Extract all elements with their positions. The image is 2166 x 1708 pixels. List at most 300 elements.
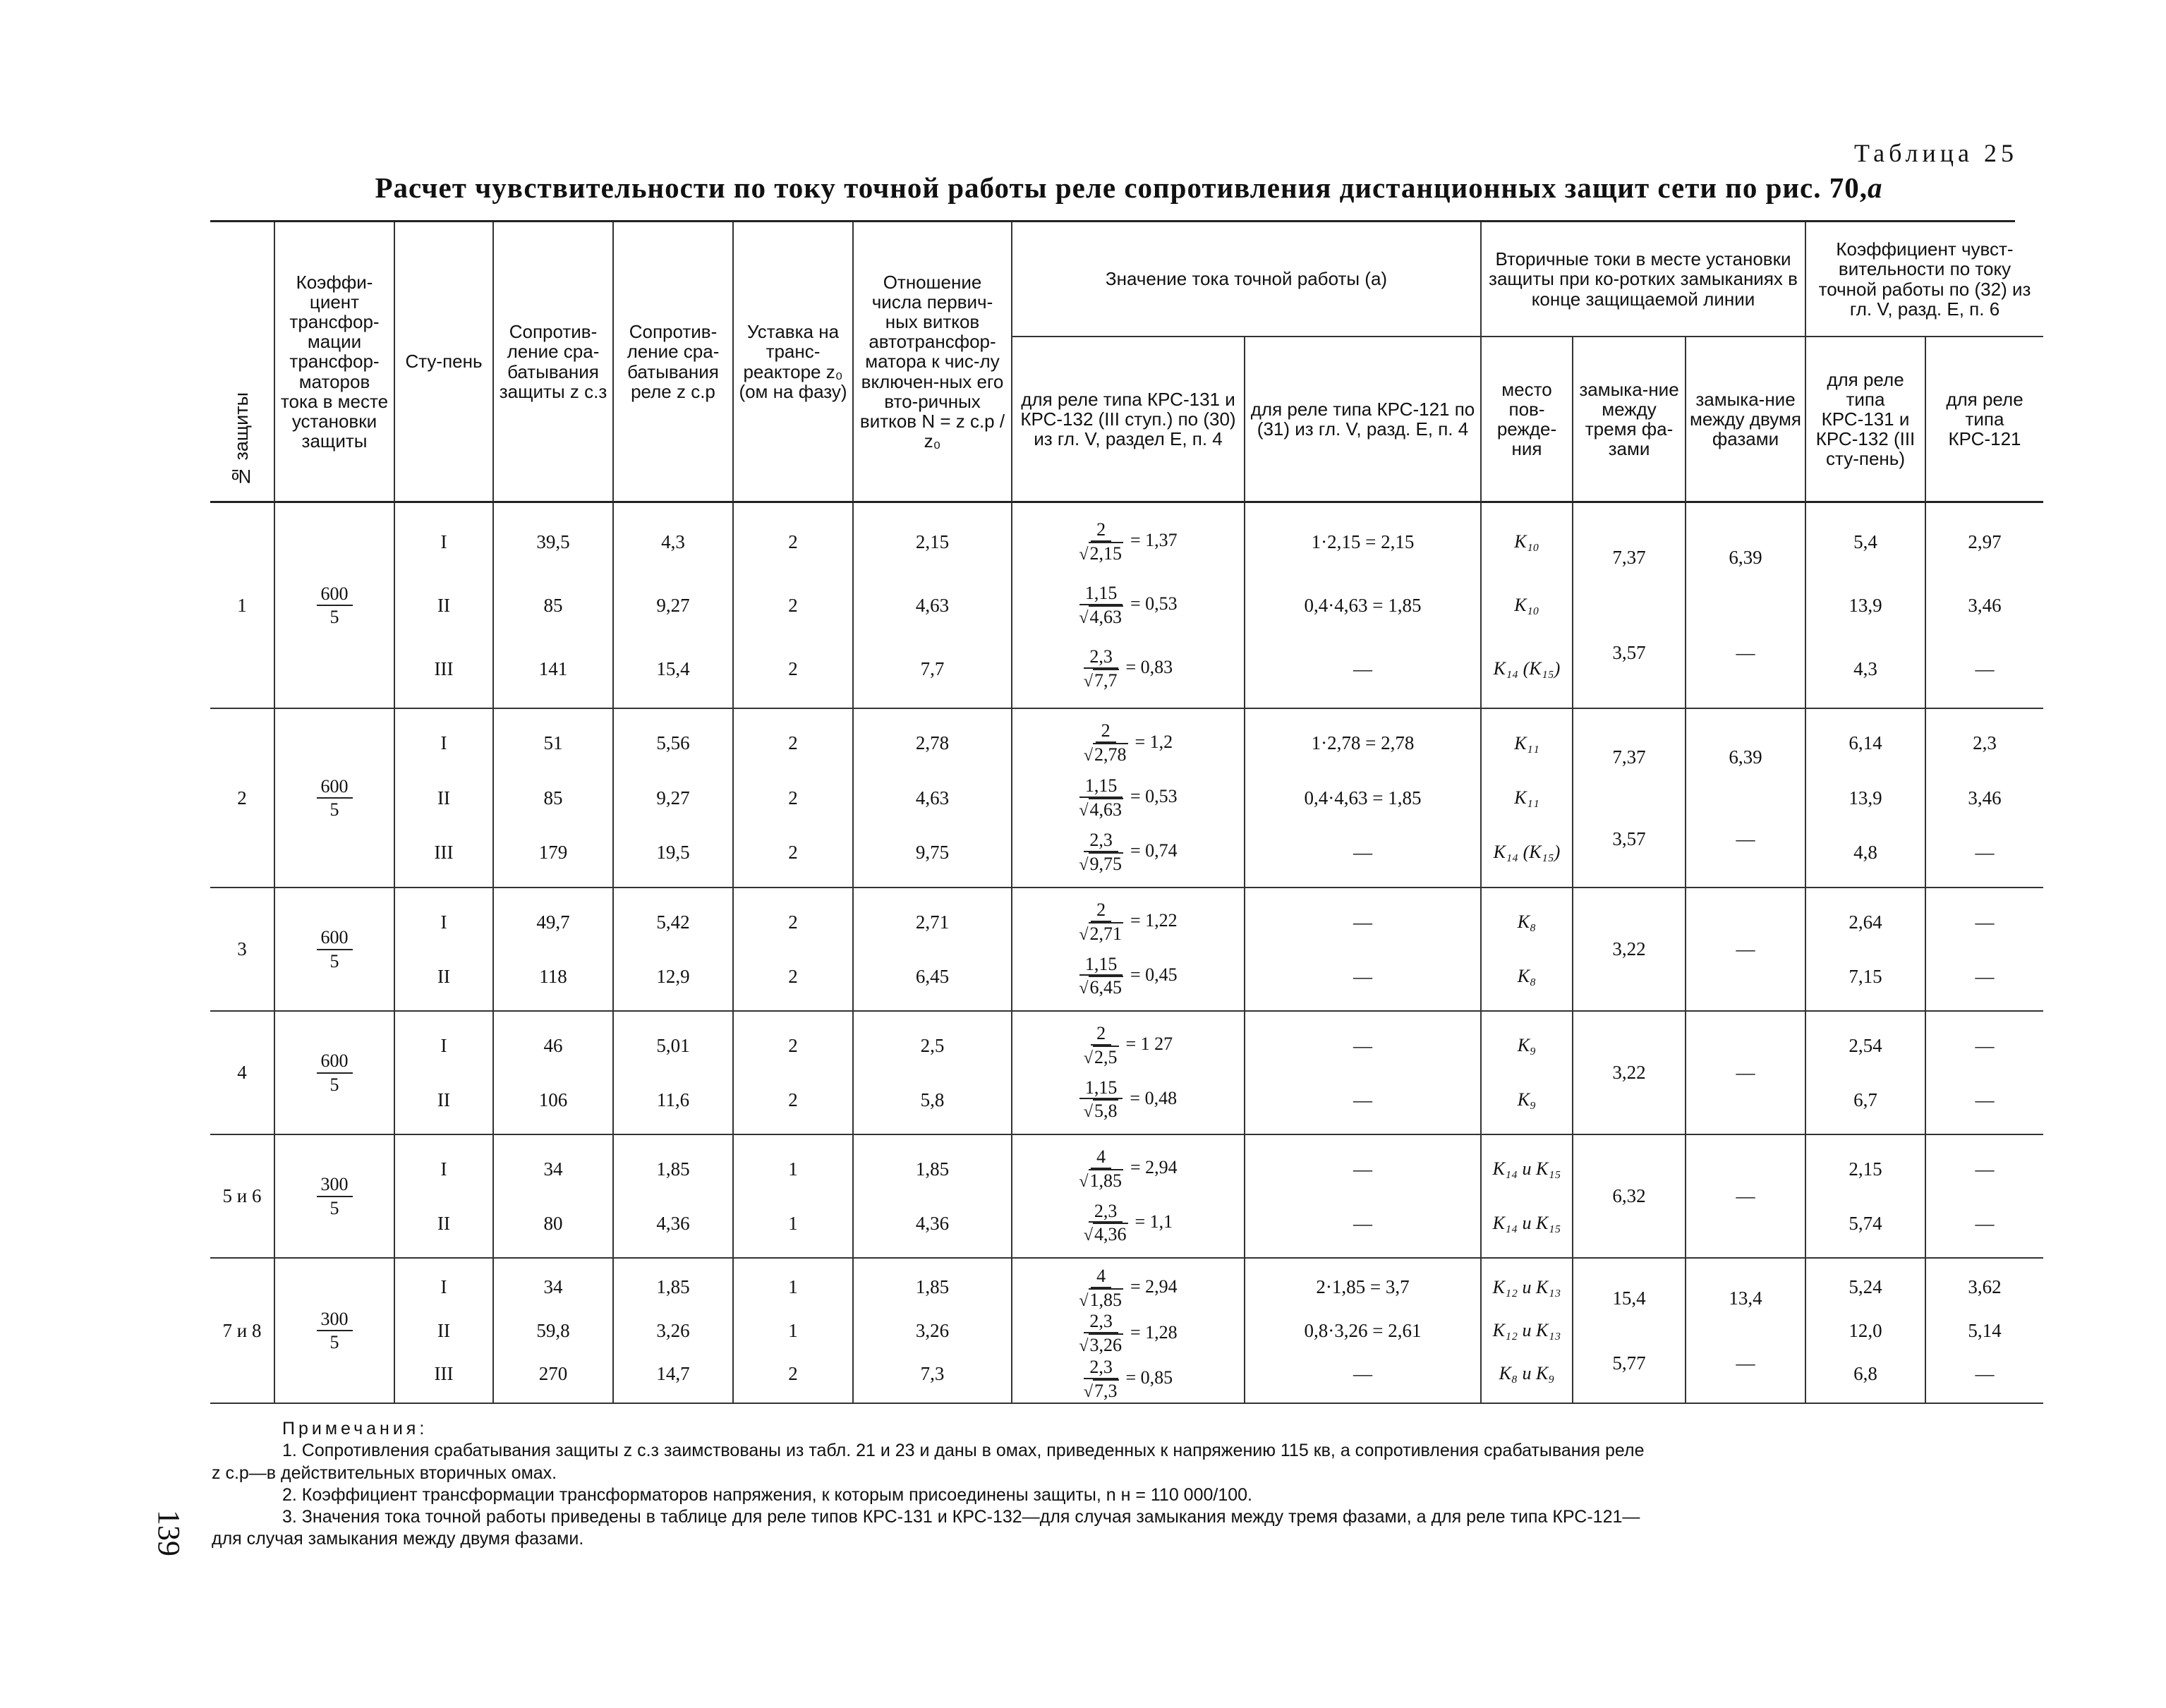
step-cell (395, 709, 494, 888)
ct-ratio (317, 1050, 353, 1095)
sqrt-sign: √ (1079, 855, 1089, 874)
step-value: II (437, 594, 450, 616)
itr-krs131-cell (1012, 503, 1245, 709)
kch121-cell (1926, 1012, 2043, 1135)
zsr-cell (614, 1012, 734, 1135)
zsr-value: 15,4 (656, 658, 690, 679)
sqrt-radicand: 7,3 (1094, 1380, 1118, 1401)
notes-heading: Примечания: (282, 1419, 428, 1439)
step-cell (395, 503, 494, 709)
zsr-value: 5,56 (656, 732, 690, 754)
zsz-cell (494, 709, 614, 888)
itr-krs131-cell (1012, 1135, 1245, 1259)
z0-value: 2 (788, 1363, 798, 1385)
itr-formula-fraction (1079, 1077, 1123, 1122)
step-value: II (437, 1212, 450, 1234)
itr-formula (1012, 583, 1244, 628)
ct-ratio-den: 5 (329, 1074, 339, 1095)
three-phase-cell (1573, 503, 1686, 709)
itr-krs121-cell (1245, 503, 1482, 709)
itr-formula (1012, 954, 1244, 999)
two-phase-cell (1686, 1259, 1806, 1404)
itr-formula-denominator (1079, 1169, 1123, 1192)
kch121-value: 3,46 (1968, 787, 2002, 808)
itr-formula-fraction (1084, 646, 1119, 691)
kch121-value: — (1975, 658, 1995, 679)
zsz-value: 141 (538, 658, 568, 679)
step-value: I (440, 1158, 447, 1180)
zsz-cell (494, 1259, 614, 1404)
kch131-cell (1806, 888, 1926, 1012)
protection-number: 3 (210, 888, 275, 1012)
itr-formula-numerator: 1,15 (1079, 775, 1123, 798)
itr-formula-numerator: 1,15 (1079, 583, 1123, 605)
header-kch121: для реле типа КРС-121 (1926, 337, 2043, 503)
sqrt-sign: √ (1079, 801, 1089, 820)
ratio-value: 9,75 (915, 842, 950, 864)
place-value: K₈ и K₉ (1499, 1363, 1555, 1384)
zsr-value: 14,7 (656, 1363, 690, 1385)
itr-formula-result: = 0,83 (1125, 656, 1173, 677)
header-ct: Коэффи-циент трансфор-мации трансфор-маторов тока в месте установки защиты (275, 222, 395, 503)
itr-krs131-cell (1012, 1012, 1245, 1135)
step-value: III (434, 1363, 454, 1385)
header-itr-krs121: для реле типа КРС-121 по (31) из гл. V, разд. Е, п. 4 (1245, 337, 1482, 503)
place-value: K₁₂ и K₁₃ (1492, 1276, 1561, 1297)
kch131-value: 6,7 (1853, 1089, 1877, 1110)
itr-formula-result: = 0,48 (1130, 1087, 1178, 1108)
itr-formula-fraction (1079, 1146, 1123, 1192)
sqrt-radicand: 2,71 (1089, 923, 1122, 944)
header-three-phase: замыка-ние между тремя фа-зами (1573, 337, 1686, 503)
kch131-value: 12,0 (1849, 1319, 1882, 1341)
itr-formula (1012, 830, 1244, 875)
kch131-value: 4,8 (1853, 842, 1877, 864)
kch121-value: — (1975, 1158, 1995, 1180)
itr-formula-numerator: 4 (1091, 1146, 1111, 1169)
sqrt-radicand: 1,85 (1089, 1289, 1122, 1310)
step-value: II (437, 1089, 450, 1110)
sqrt-radicand: 3,26 (1089, 1335, 1122, 1356)
zsr-value: 4,36 (656, 1212, 690, 1234)
itr-krs121-value: — (1353, 1089, 1372, 1110)
itr-krs121-cell (1245, 1012, 1482, 1135)
ratio-value: 6,45 (915, 965, 950, 987)
itr-formula (1012, 1357, 1244, 1402)
three-phase-cell (1573, 1012, 1686, 1135)
ct-ratio-num: 300 (317, 1308, 353, 1331)
ct-ratio-cell (275, 1259, 395, 1404)
kch131-value: 13,9 (1849, 594, 1882, 616)
two-phase-value: — (1736, 1352, 1755, 1374)
itr-formula-denominator (1084, 1379, 1119, 1403)
itr-formula-denominator (1079, 1288, 1123, 1312)
three-phase-cell (1573, 709, 1686, 888)
zsz-value: 46 (543, 1035, 563, 1057)
itr-formula (1012, 900, 1244, 945)
itr-formula-numerator: 2,3 (1084, 646, 1118, 669)
itr-krs121-value: — (1353, 658, 1372, 679)
note-1: 1. Сопротивления срабатывания защиты z с.з заимствованы из табл. 21 и 23 и даны в омах, приведенных к напряжению 115 кв, а сопротивления срабатывания реле (282, 1441, 1645, 1461)
step-cell (395, 1259, 494, 1404)
kch121-value: 5,14 (1968, 1319, 2002, 1341)
ct-ratio-num: 600 (317, 775, 353, 799)
kch131-value: 7,15 (1849, 965, 1882, 987)
sqrt-radicand: 2,5 (1094, 1046, 1118, 1067)
itr-krs121-value: 2·1,85 = 3,7 (1316, 1276, 1410, 1298)
itr-formula-denominator (1079, 852, 1123, 876)
itr-krs131-cell (1012, 709, 1245, 888)
three-phase-value: 7,37 (1612, 547, 1646, 569)
sqrt-radicand: 1,85 (1089, 1170, 1122, 1191)
zsr-cell (614, 709, 734, 888)
place-value: K₁₄ и K₁₅ (1492, 1158, 1561, 1180)
itr-formula-numerator: 2 (1091, 519, 1111, 542)
zsr-value: 9,27 (656, 787, 690, 808)
two-phase-cell (1686, 503, 1806, 709)
z0-cell (734, 888, 854, 1012)
sqrt-sign: √ (1083, 746, 1093, 765)
z0-cell (734, 1012, 854, 1135)
step-cell (395, 1012, 494, 1135)
sqrt-sign: √ (1079, 1337, 1089, 1356)
itr-formula-fraction (1084, 1201, 1128, 1246)
zsz-cell (494, 888, 614, 1012)
header-place: место пов-режде-ния (1482, 337, 1573, 503)
zsz-value: 39,5 (536, 531, 570, 552)
itr-formula-fraction (1079, 1266, 1123, 1311)
table-title (212, 171, 2046, 205)
header-num-text: № защиты (231, 392, 253, 487)
itr-krs121-value: — (1353, 842, 1372, 864)
table-number: Таблица 25 (1854, 139, 2018, 167)
itr-krs121-value: 0,8·3,26 = 2,61 (1304, 1319, 1422, 1341)
ct-ratio-den: 5 (329, 1197, 339, 1218)
itr-formula-denominator (1079, 605, 1123, 629)
two-phase-value: — (1736, 1062, 1755, 1084)
ratio-value: 3,26 (915, 1319, 950, 1341)
ct-ratio-num: 600 (317, 926, 353, 950)
two-phase-value: 6,39 (1729, 746, 1762, 768)
notes (212, 1418, 2018, 1551)
itr-krs121-cell (1245, 1259, 1482, 1404)
kch121-value: — (1975, 965, 1995, 987)
kch121-value: 3,46 (1968, 594, 2002, 616)
itr-formula-result: = 1,28 (1130, 1321, 1178, 1343)
ratio-cell (854, 888, 1012, 1012)
three-phase-cell (1573, 888, 1686, 1012)
itr-formula-numerator: 1,15 (1079, 1077, 1123, 1100)
step-value: II (437, 787, 450, 808)
itr-formula-fraction (1079, 830, 1123, 875)
kch121-cell (1926, 709, 2043, 888)
sqrt-sign: √ (1079, 1172, 1089, 1191)
z0-value: 2 (788, 842, 798, 864)
header-kch-group: Коэффициент чувст-вительности по току точной работы по (32) из гл. V, разд. Е, п. 6 (1806, 222, 2043, 337)
itr-krs121-value: 0,4·4,63 = 1,85 (1304, 594, 1422, 616)
ct-ratio-den: 5 (329, 1332, 339, 1352)
kch131-value: 6,8 (1853, 1363, 1877, 1385)
ratio-cell (854, 503, 1012, 709)
z0-value: 2 (788, 1035, 798, 1057)
itr-formula-denominator (1084, 1223, 1128, 1246)
three-phase-cell (1573, 1135, 1686, 1259)
place-value: K₈ (1517, 965, 1537, 986)
two-phase-cell (1686, 1012, 1806, 1135)
itr-krs121-value: — (1353, 965, 1372, 987)
ratio-cell (854, 1012, 1012, 1135)
place-value: K₉ (1517, 1089, 1537, 1110)
itr-formula-fraction (1084, 720, 1128, 765)
place-value: K₁₄ и K₁₅ (1492, 1212, 1561, 1233)
place-value: K₁₀ (1514, 531, 1539, 552)
itr-formula-denominator (1079, 1333, 1123, 1357)
zsr-value: 1,85 (656, 1276, 690, 1298)
itr-formula (1012, 646, 1244, 691)
header-zsr: Сопротив-ление сра-батывания реле z с.р (614, 222, 734, 503)
kch121-value: 2,97 (1968, 531, 2002, 552)
zsz-value: 179 (538, 842, 568, 864)
kch131-value: 13,9 (1849, 787, 1882, 808)
two-phase-value: 6,39 (1729, 547, 1762, 569)
place-value: K₁₀ (1514, 595, 1539, 615)
itr-krs131-cell (1012, 888, 1245, 1012)
sqrt-sign: √ (1079, 979, 1089, 998)
z0-value: 2 (788, 965, 798, 987)
itr-formula-denominator (1079, 976, 1123, 999)
ratio-cell (854, 1135, 1012, 1259)
place-cell (1482, 1135, 1573, 1259)
itr-formula-result: = 0,85 (1125, 1367, 1173, 1388)
ct-ratio-den: 5 (329, 607, 339, 627)
z0-value: 1 (788, 1276, 798, 1298)
zsz-cell (494, 1012, 614, 1135)
two-phase-value: — (1736, 1185, 1755, 1207)
sqrt-sign: √ (1079, 608, 1089, 627)
zsz-value: 49,7 (536, 911, 570, 933)
itr-formula-denominator (1084, 743, 1128, 766)
ratio-value: 4,63 (915, 594, 950, 616)
sqrt-radicand: 7,7 (1094, 670, 1118, 691)
itr-formula-fraction (1079, 900, 1123, 945)
sqrt-radicand: 6,45 (1089, 977, 1122, 998)
itr-formula (1012, 1023, 1244, 1068)
three-phase-value: 5,77 (1612, 1352, 1646, 1374)
step-cell (395, 888, 494, 1012)
z0-value: 2 (788, 1089, 798, 1110)
zsz-value: 118 (539, 965, 567, 987)
note-2: 2. Коэффициент трансформации трансформаторов напряжения, к которым присоединены защиты, n н = 110 000/100. (282, 1484, 1252, 1505)
zsz-cell (494, 503, 614, 709)
ratio-value: 2,78 (915, 732, 950, 754)
header-z0: Уставка на транс-реакторе z₀ (ом на фазу) (734, 222, 854, 503)
itr-krs121-value: — (1353, 1035, 1372, 1057)
ct-ratio (317, 1173, 353, 1218)
itr-krs121-value: 1·2,78 = 2,78 (1311, 732, 1415, 754)
three-phase-value: 3,22 (1612, 938, 1646, 960)
ct-ratio (317, 926, 353, 971)
itr-formula (1012, 1201, 1244, 1246)
step-value: I (440, 531, 447, 552)
itr-formula-result: = 2,94 (1130, 1157, 1178, 1178)
place-value: K₁₄ (K₁₅) (1493, 842, 1561, 863)
step-value: II (437, 965, 450, 987)
itr-formula-numerator: 2,3 (1084, 1357, 1118, 1379)
itr-formula-fraction (1079, 775, 1123, 820)
place-value: K₁₁ (1514, 732, 1539, 753)
three-phase-value: 3,57 (1612, 642, 1646, 664)
ct-ratio-cell (275, 709, 395, 888)
kch131-value: 5,74 (1849, 1212, 1882, 1234)
ratio-value: 7,3 (920, 1363, 945, 1385)
ratio-value: 4,63 (915, 787, 950, 808)
zsz-value: 34 (543, 1158, 563, 1180)
zsr-value: 12,9 (656, 965, 690, 987)
zsz-value: 80 (543, 1212, 563, 1234)
itr-formula (1012, 1146, 1244, 1192)
zsz-cell (494, 1135, 614, 1259)
protection-number: 7 и 8 (210, 1259, 275, 1404)
zsz-value: 59,8 (536, 1319, 570, 1341)
sqrt-radicand: 4,36 (1094, 1224, 1127, 1245)
itr-formula-numerator: 2,3 (1084, 1311, 1118, 1333)
itr-krs121-value: — (1353, 1158, 1372, 1180)
itr-formula-fraction (1079, 1311, 1123, 1356)
itr-formula (1012, 1077, 1244, 1122)
ratio-value: 2,5 (920, 1035, 945, 1057)
two-phase-value: — (1736, 642, 1755, 664)
zsr-cell (614, 503, 734, 709)
zsr-value: 11,6 (656, 1089, 690, 1110)
itr-formula-result: = 1,22 (1130, 910, 1178, 931)
sqrt-sign: √ (1083, 1103, 1093, 1122)
z0-value: 1 (788, 1319, 798, 1341)
ct-ratio (317, 1308, 353, 1353)
three-phase-value: 6,32 (1612, 1185, 1646, 1207)
kch121-value: — (1975, 1089, 1995, 1110)
itr-formula-denominator (1079, 542, 1123, 565)
itr-formula-numerator: 2,3 (1089, 1201, 1123, 1223)
itr-formula-denominator (1084, 669, 1119, 692)
sqrt-radicand: 2,78 (1094, 744, 1127, 765)
zsz-value: 106 (538, 1089, 568, 1110)
itr-krs121-cell (1245, 888, 1482, 1012)
itr-formula-fraction (1084, 1023, 1119, 1068)
ct-ratio-num: 600 (317, 583, 353, 606)
title-text: Расчет чувствительности по току точной работы реле сопротивления дистанционных защит сети по рис. 70, (375, 171, 1868, 204)
itr-formula-numerator: 1,15 (1079, 954, 1123, 976)
itr-krs121-value: — (1353, 1363, 1372, 1385)
three-phase-value: 15,4 (1612, 1287, 1646, 1309)
itr-formula-fraction (1079, 583, 1123, 628)
protection-number: 5 и 6 (210, 1135, 275, 1259)
ratio-value: 2,15 (915, 531, 950, 552)
itr-formula-result: = 1 27 (1125, 1034, 1173, 1055)
zsr-cell (614, 1259, 734, 1404)
header-num (210, 222, 275, 503)
sqrt-sign: √ (1083, 1226, 1093, 1245)
itr-formula-result: = 0,74 (1130, 840, 1178, 861)
z0-value: 2 (788, 594, 798, 616)
z0-value: 2 (788, 531, 798, 552)
itr-formula-fraction (1084, 1357, 1119, 1402)
kch121-cell (1926, 888, 2043, 1012)
ct-ratio-cell (275, 888, 395, 1012)
itr-krs121-value: — (1353, 911, 1372, 933)
three-phase-value: 3,57 (1612, 828, 1646, 849)
itr-krs121-value: 1·2,15 = 2,15 (1311, 531, 1415, 552)
ct-ratio-den: 5 (329, 950, 339, 971)
header-ratio: Отношение числа первич-ных витков автотрансфор-матора к чис-лу включен-ных его вто-ричных витков N = z с.р / z₀ (854, 222, 1012, 503)
ratio-value: 7,7 (920, 658, 945, 679)
zsr-cell (614, 888, 734, 1012)
sqrt-sign: √ (1079, 925, 1089, 944)
kch131-cell (1806, 503, 1926, 709)
kch121-cell (1926, 1259, 2043, 1404)
itr-krs121-cell (1245, 1135, 1482, 1259)
ct-ratio-num: 300 (317, 1173, 353, 1197)
itr-formula-denominator (1084, 1046, 1119, 1069)
itr-formula (1012, 519, 1244, 564)
sqrt-sign: √ (1083, 1048, 1093, 1067)
place-cell (1482, 888, 1573, 1012)
itr-formula-numerator: 4 (1091, 1266, 1111, 1288)
z0-value: 2 (788, 911, 798, 933)
zsr-value: 4,3 (661, 531, 685, 552)
sqrt-sign: √ (1083, 1382, 1093, 1401)
itr-formula-numerator: 2 (1091, 900, 1111, 922)
header-itr-krs131: для реле типа КРС-131 и КРС-132 (III ступ.) по (30) из гл. V, раздел Е, п. 4 (1012, 337, 1245, 503)
itr-krs131-cell (1012, 1259, 1245, 1404)
kch121-value: — (1975, 1035, 1995, 1057)
itr-formula-result: = 1,1 (1135, 1211, 1173, 1232)
itr-formula (1012, 1311, 1244, 1356)
itr-formula-denominator (1084, 1099, 1119, 1122)
kch121-value: 3,62 (1968, 1276, 2002, 1298)
step-value: II (437, 1319, 450, 1341)
three-phase-value: 3,22 (1612, 1062, 1646, 1084)
kch131-value: 2,15 (1849, 1158, 1882, 1180)
itr-formula-numerator: 2 (1091, 1023, 1111, 1046)
header-two-phase: замыка-ние между двумя фазами (1686, 337, 1806, 503)
z0-cell (734, 1135, 854, 1259)
z0-value: 1 (788, 1158, 798, 1180)
two-phase-value: — (1736, 828, 1755, 849)
place-cell (1482, 503, 1573, 709)
three-phase-value: 7,37 (1612, 746, 1646, 768)
step-value: I (440, 732, 447, 754)
step-value: I (440, 1276, 447, 1298)
ct-ratio-num: 600 (317, 1050, 353, 1073)
z0-cell (734, 1259, 854, 1404)
kch121-value: — (1975, 842, 1995, 864)
place-cell (1482, 709, 1573, 888)
ratio-value: 1,85 (915, 1276, 950, 1298)
ct-ratio (317, 583, 353, 628)
ratio-value: 4,36 (915, 1212, 950, 1234)
itr-formula-fraction (1079, 519, 1123, 564)
kch131-value: 2,54 (1849, 1035, 1882, 1057)
two-phase-value: 13,4 (1729, 1287, 1762, 1309)
kch131-cell (1806, 1012, 1926, 1135)
z0-value: 2 (788, 658, 798, 679)
kch121-value: 2,3 (1973, 732, 1997, 754)
zsr-value: 9,27 (656, 594, 690, 616)
z0-value: 2 (788, 732, 798, 754)
note-3: 3. Значения тока точной работы приведены в таблице для реле типов КРС-131 и КРС-132—для случая замыкания между тремя фазами, а для реле типа КРС-121— (282, 1507, 1640, 1527)
title-italic: а (1868, 171, 1883, 204)
two-phase-cell (1686, 1135, 1806, 1259)
